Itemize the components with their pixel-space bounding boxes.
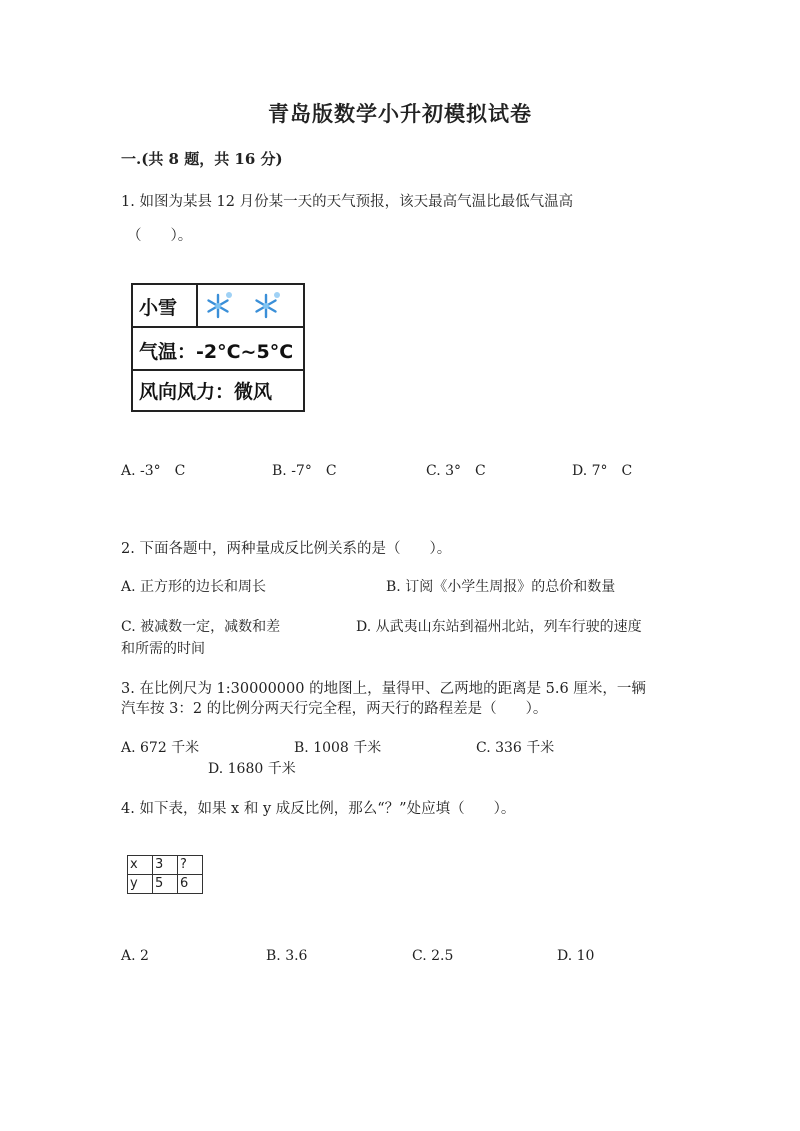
- q3-option-c[interactable]: C. 336 千米: [476, 740, 555, 756]
- q2-option-d-cont: 和所需的时间: [121, 641, 205, 657]
- q2-option-b[interactable]: B. 订阅《小学生周报》的总价和数量: [386, 579, 616, 595]
- weather-temperature: 气温：-2°C~5°C: [139, 341, 294, 363]
- snowflake-icon: [251, 291, 281, 321]
- weather-row-wind: [133, 371, 303, 410]
- q1-option-d[interactable]: D. 7° C: [572, 463, 633, 479]
- q1-option-a[interactable]: A. -3° C: [121, 463, 186, 479]
- table-cell: 3: [153, 856, 178, 875]
- weather-forecast-card: [131, 283, 305, 412]
- q1-option-c[interactable]: C. 3° C: [426, 463, 486, 479]
- table-cell: x: [128, 856, 153, 875]
- question-1-text: 1. 如图为某县 12 月份某一天的天气预报，该天最高气温比最低气温高: [121, 194, 574, 210]
- table-cell: y: [128, 875, 153, 894]
- q4-option-d[interactable]: D. 10: [557, 948, 595, 964]
- weather-row-condition: [133, 285, 303, 328]
- section-header: 一.(共 8 题，共 16 分): [121, 150, 283, 168]
- question-3-text: 3. 在比例尺为 1:30000000 的地图上，量得甲、乙两地的距离是 5.6 厘米，一辆: [121, 681, 646, 697]
- table-cell: ?: [178, 856, 203, 875]
- q3-option-a[interactable]: A. 672 千米: [121, 740, 200, 756]
- question-3-text-cont: 汽车按 3：2 的比例分两天行完全程，两天行的路程差是（ ）。: [121, 701, 548, 717]
- q4-option-c[interactable]: C. 2.5: [412, 948, 454, 964]
- table-cell: 6: [178, 875, 203, 894]
- q3-option-b[interactable]: B. 1008 千米: [294, 740, 382, 756]
- q2-option-d[interactable]: D. 从武夷山东站到福州北站，列车行驶的速度: [356, 619, 642, 635]
- ratio-table: [127, 855, 203, 894]
- q4-option-b[interactable]: B. 3.6: [266, 948, 308, 964]
- q2-option-a[interactable]: A. 正方形的边长和周长: [121, 579, 267, 595]
- weather-wind: 风向风力：微风: [139, 381, 273, 403]
- question-1-blank: （ ）。: [127, 228, 193, 244]
- q1-option-b[interactable]: B. -7° C: [272, 463, 337, 479]
- weather-row-temperature: [133, 328, 303, 371]
- table-row: [128, 875, 203, 894]
- weather-condition-label: 小雪: [139, 297, 178, 319]
- q3-option-d[interactable]: D. 1680 千米: [208, 761, 296, 777]
- question-2-text: 2. 下面各题中，两种量成反比例关系的是（ ）。: [121, 541, 452, 557]
- table-cell: 5: [153, 875, 178, 894]
- page-title: 青岛版数学小升初模拟试卷: [268, 101, 532, 126]
- table-row: [128, 856, 203, 875]
- weather-divider: [196, 285, 198, 328]
- snowflake-icon: [203, 291, 233, 321]
- q4-option-a[interactable]: A. 2: [121, 948, 149, 964]
- question-4-text: 4. 如下表，如果 x 和 y 成反比例，那么“？”处应填（ ）。: [121, 801, 516, 817]
- q2-option-c[interactable]: C. 被减数一定，减数和差: [121, 619, 281, 635]
